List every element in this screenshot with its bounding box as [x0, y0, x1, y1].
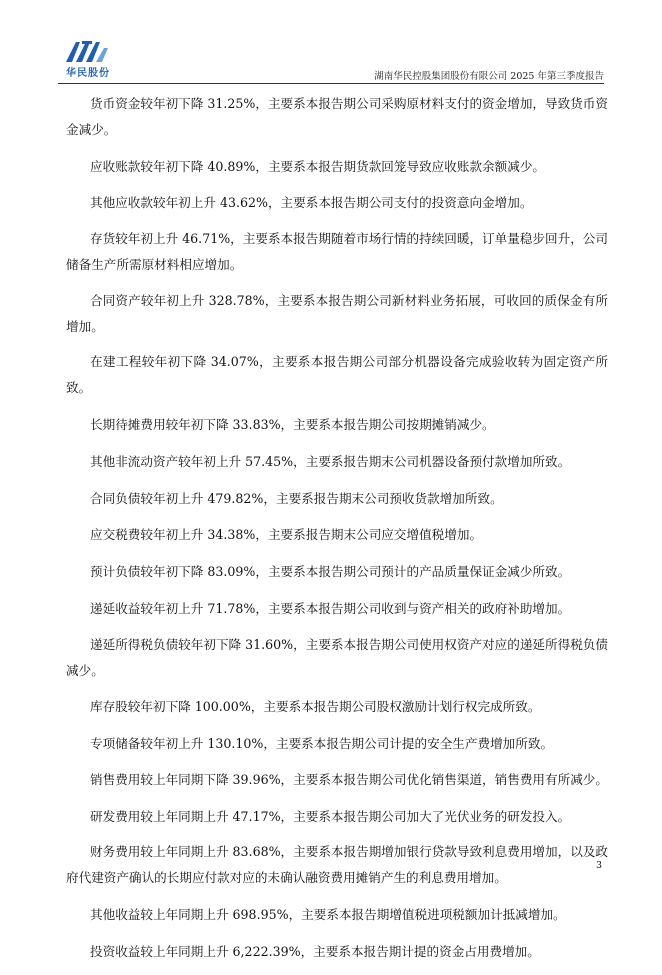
paragraph-special-reserve: 专项储备较年初上升 130.10%，主要系本报告期公司计提的安全生产费增加所致。: [90, 736, 554, 752]
paragraph-other-receivables: 其他应收款较年初上升 43.62%，主要系本报告期公司支付的投资意向金增加。: [90, 195, 533, 211]
paragraph-contract-assets: 合同资产较年初上升 328.78%，主要系本报告期公司新材料业务拓展，可收回的质保金有所增加。: [66, 292, 608, 334]
paragraph-other-noncurrent-assets: 其他非流动资产较年初上升 57.45%，主要系报告期末公司机器设备预付款增加所致。: [90, 453, 571, 469]
paragraph-construction-in-progress: 在建工程较年初下降 34.07%，主要系本报告期公司部分机器设备完成验收转为固定资产所致。: [66, 354, 608, 396]
paragraph-investment-income: 投资收益较上年同期上升 6,222.39%，主要系本报告期计提的资金占用费增加。: [90, 943, 540, 959]
document-body: [66, 91, 608, 975]
paragraph-deferred-tax-liabilities: 递延所得税负债较年初下降 31.60%，主要系本报告期公司使用权资产对应的递延所得税负债减少。: [66, 636, 608, 678]
paragraph-selling-expenses: 销售费用较上年同期下降 39.96%，主要系本报告期公司优化销售渠道，销售费用有所减少。: [90, 771, 608, 787]
paragraph-rd-expenses: 研发费用较上年同期上升 47.17%，主要系本报告期公司加大了光伏业务的研发投入。: [90, 808, 571, 824]
logo-mark-icon: [64, 40, 114, 64]
paragraph-contract-liabilities: 合同负债较年初上升 479.82%，主要系报告期末公司预收货款增加所致。: [90, 490, 503, 506]
company-logo: [64, 40, 124, 80]
paragraph-deferred-income: 递延收益较年初上升 71.78%，主要系本报告期公司收到与资产相关的政府补助增加。: [90, 600, 571, 616]
paragraph-treasury-stock: 库存股较年初下降 100.00%，主要系本报告期公司股权激励计划行权完成所致。: [90, 699, 541, 715]
header-divider: [58, 83, 604, 84]
report-header-title: 湖南华民控股集团股份有限公司 2025 年第三季度报告: [374, 71, 604, 82]
paragraph-cash: 货币资金较年初下降 31.25%，主要系本报告期公司采购原材料支付的资金增加，导致货币资金减少。: [66, 96, 608, 137]
paragraph-inventory: 存货较年初上升 46.71%，主要系本报告期随着市场行情的持续回暖，订单量稳步回升，公司储备生产所需原材料相应增加。: [66, 231, 608, 273]
page-number: 3: [595, 860, 602, 871]
paragraph-accounts-receivable: 应收账款较年初下降 40.89%，主要系本报告期货款回笼导致应收账款余额减少。: [90, 158, 546, 174]
page-header: [58, 40, 604, 84]
paragraph-other-income: 其他收益较上年同期上升 698.95%，主要系本报告期增值税进项税额加计抵减增加。: [90, 906, 566, 922]
paragraph-estimated-liabilities: 预计负债较年初下降 83.09%，主要系本报告期公司预计的产品质量保证金减少所致。: [90, 564, 571, 580]
paragraph-taxes-payable: 应交税费较年初上升 34.38%，主要系报告期末公司应交增值税增加。: [90, 527, 483, 543]
paragraph-long-term-prepaid: 长期待摊费用较年初下降 33.83%，主要系本报告期公司按期摊销减少。: [90, 416, 495, 432]
logo-text: 华民股份: [66, 68, 110, 79]
paragraph-financial-expenses: 财务费用较上年同期上升 83.68%，主要系本报告期增加银行贷款导致利息费用增加，以及政府代建资产确认的长期应付款对应的未确认融资费用摊销产生的利息费用增加。: [66, 844, 608, 886]
